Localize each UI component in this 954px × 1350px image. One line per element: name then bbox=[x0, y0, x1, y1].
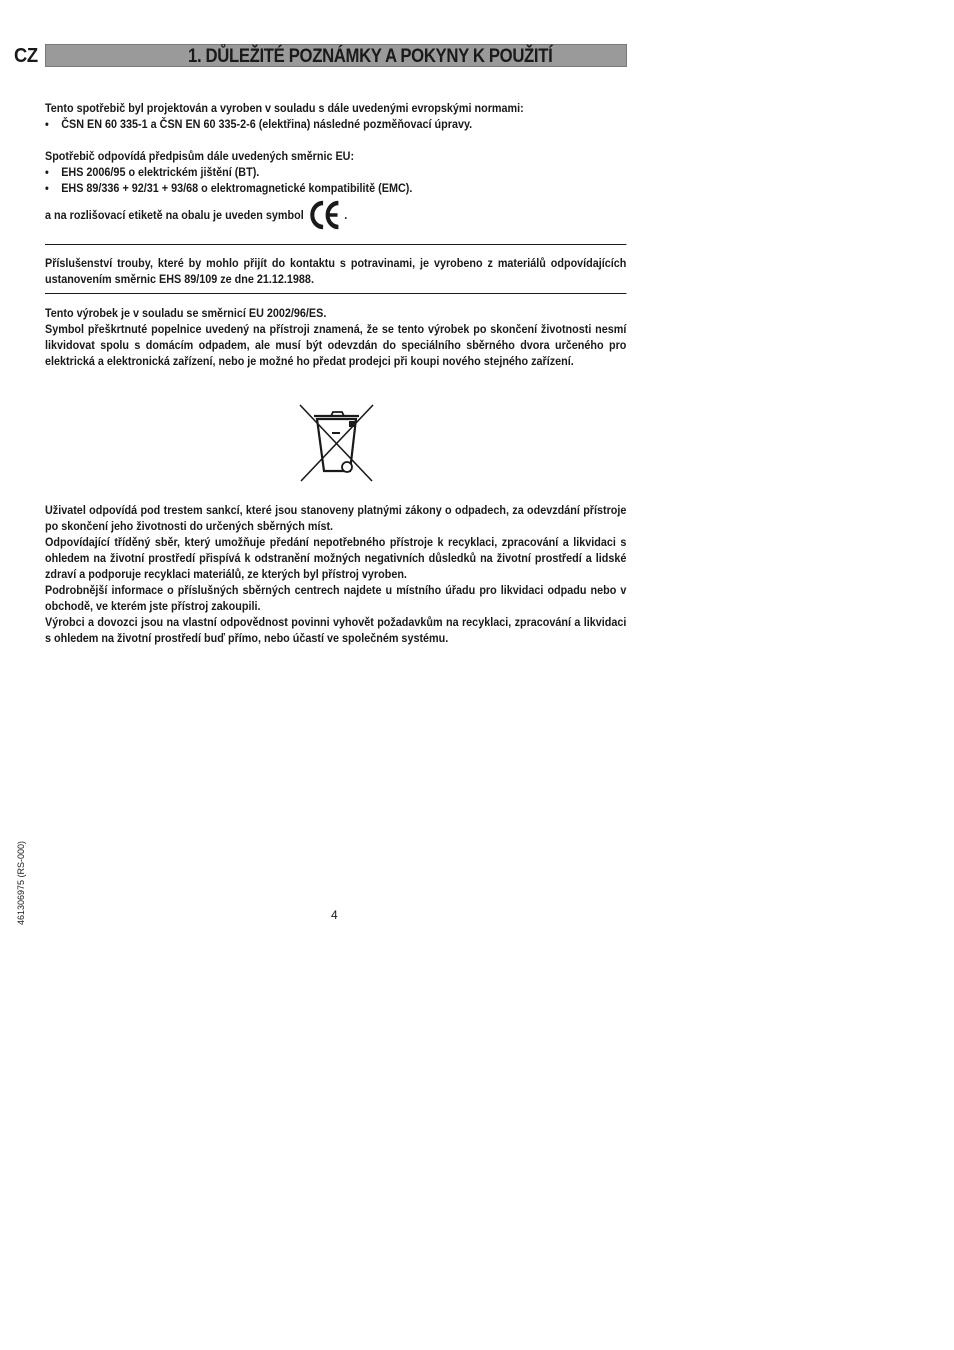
list-item: • EHS 89/336 + 92/31 + 93/68 o elektromagnetické kompatibilitě (EMC). bbox=[45, 181, 413, 195]
accessories-note: Příslušenství trouby, které by mohlo přijít do kontaktu s potravinami, je vyrobeno z materiálů odpovídajících ustanovením směrnic EHS 89/109 ze dne 21.12.1988. bbox=[45, 256, 627, 286]
disposal-paragraph: Výrobci a dovozci jsou na vlastní odpovědnost povinni vyhovět požadavkům na recyklaci, zpracování a likvidaci s ohledem na životní prostředí buď přímo, nebo účastí ve společném systému. bbox=[45, 615, 627, 645]
ce-mark-icon bbox=[309, 197, 341, 233]
crossed-bin-icon bbox=[298, 403, 375, 483]
doc-id: 461306975 (RS-000) bbox=[16, 840, 26, 925]
page-number: 4 bbox=[331, 908, 338, 922]
ce-suffix: . bbox=[344, 208, 348, 222]
content bbox=[45, 100, 627, 369]
standards-intro: Tento spotřebič byl projektován a vyroben v souladu s dále uvedenými evropskými normami: bbox=[45, 101, 524, 115]
disposal-section bbox=[45, 502, 627, 646]
disposal-paragraph: Uživatel odpovídá pod trestem sankcí, které jsou stanoveny platnými zákony o odpadech, za odevzdání přístroje po skončení jeho životnosti do určených sběrných míst. bbox=[45, 503, 627, 533]
page-title: 1. DŮLEŽITÉ POZNÁMKY A POKYNY K POUŽITÍ bbox=[188, 46, 553, 67]
title-bar bbox=[45, 44, 627, 67]
language-code: CZ bbox=[14, 45, 38, 67]
list-item: • ČSN EN 60 335-1 a ČSN EN 60 335-2-6 (elektřina) následné pozměňovací úpravy. bbox=[45, 117, 473, 131]
ce-text: a na rozlišovací etiketě na obalu je uveden symbol bbox=[45, 208, 304, 222]
ce-line bbox=[45, 196, 626, 234]
directives-intro: Spotřebič odpovídá předpisům dále uvedených směrnic EU: bbox=[45, 149, 355, 163]
disposal-paragraph: Podrobnější informace o příslušných sběrných centrech najdete u místního úřadu pro likvidaci odpadu nebo v obchodě, ve kterém jste přístroj zakoupili. bbox=[45, 583, 627, 613]
weee-line: Tento výrobek je v souladu se směrnicí EU 2002/96/ES. bbox=[45, 306, 327, 320]
disposal-paragraph: Odpovídající tříděný sběr, který umožňuje předání nepotřebného přístroje k recyklaci, zpracování a likvidaci s ohledem na životní prostředí přispívá k odstranění možných negativních důsledků na životní prostředí a lidské zdraví a podporuje recyklaci materiálů, ze kterých byl přístroj vyroben. bbox=[45, 535, 627, 581]
weee-paragraph: Symbol přeškrtnuté popelnice uvedený na přístroji znamená, že se tento výrobek po skončení životnosti nesmí likvidovat spolu s domácím odpadem, ale musí být odevzdán do speciálního sběrného dvora určeného pro elektrická a elektronická zařízení, nebo je možné ho předat prodejci při koupi nového stejného zařízení. bbox=[45, 322, 627, 368]
list-item: • EHS 2006/95 o elektrickém jištění (BT). bbox=[45, 165, 260, 179]
